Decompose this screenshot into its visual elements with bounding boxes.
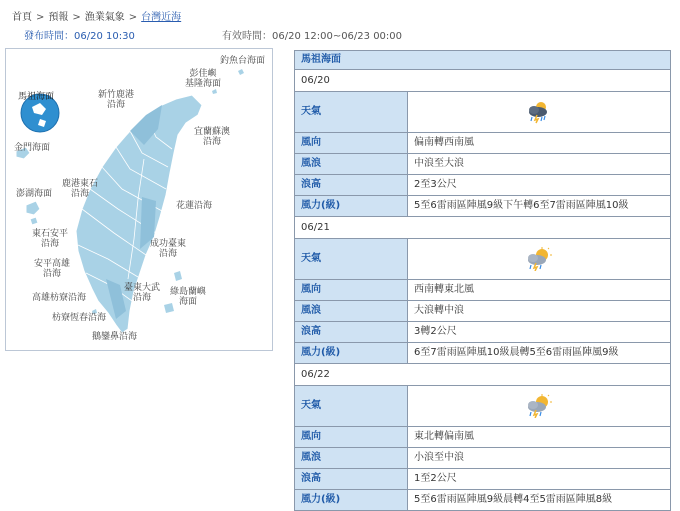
map-label-matsu[interactable]: 馬祖海面 (18, 92, 55, 102)
wave-row: 風浪 大浪轉中浪 (295, 301, 670, 322)
breadcrumb: 首頁 > 預報 > 漁業氣象 > 台灣近海 (12, 12, 182, 23)
wind-direction-row: 風向 西南轉東北風 (295, 280, 670, 301)
issue-time: 發布時間：06/20 10:30 (24, 31, 135, 42)
sea-area-map (5, 48, 273, 351)
map-label-fangliao[interactable]: 枋寮恆春沿海 (52, 313, 107, 323)
map-label-pengjia[interactable]: 彭佳嶼 基隆海面 (185, 69, 222, 89)
map-label-kinmen[interactable]: 金門海面 (14, 143, 51, 153)
map-label-anping[interactable]: 安平高雄 沿海 (34, 259, 71, 279)
forecast-table (294, 50, 671, 511)
map-label-lugang[interactable]: 鹿港東石 沿海 (62, 179, 99, 199)
forecast-date: 06/22 (295, 364, 670, 386)
map-label-hsinchu[interactable]: 新竹鹿港 沿海 (98, 90, 135, 110)
map-label-kaohsiung[interactable]: 高雄枋寮沿海 (32, 293, 87, 303)
wind-force-row: 風力(級) 5至6雷雨區陣風9級下午轉6至7雷雨區陣風10級 (295, 196, 670, 217)
weather-row: 天氣 (295, 92, 670, 133)
breadcrumb-home[interactable]: 首頁 (12, 12, 32, 23)
wave-height-row: 浪高 2至3公尺 (295, 175, 670, 196)
wind-force-row: 風力(級) 5至6雷雨區陣風9級晨轉4至5雷雨區陣風8級 (295, 490, 670, 510)
forecast-date: 06/21 (295, 217, 670, 239)
wave-row: 風浪 中浪至大浪 (295, 154, 670, 175)
weather-row: 天氣 (295, 239, 670, 280)
breadcrumb-fishery[interactable]: 漁業氣象 (84, 12, 125, 23)
green-island[interactable] (174, 271, 182, 281)
map-label-ludao[interactable]: 綠島蘭嶼 海面 (170, 287, 207, 307)
penghu-island[interactable] (26, 201, 40, 215)
wave-height-row: 浪高 3轉2公尺 (295, 322, 670, 343)
valid-time: 有效時間：06/20 12:00~06/23 00:00 (222, 31, 403, 42)
wave-row: 風浪 小浪至中浪 (295, 448, 670, 469)
map-label-diaoyutai[interactable]: 釣魚台海面 (220, 56, 266, 66)
map-label-hualien[interactable]: 花蓮沿海 (176, 201, 213, 211)
breadcrumb-current[interactable]: 台灣近海 (141, 12, 182, 23)
diaoyutai-island[interactable] (238, 69, 244, 75)
forecast-region-title: 馬祖海面 (295, 51, 670, 70)
wave-height-row: 浪高 1至2公尺 (295, 469, 670, 490)
wind-direction-row: 風向 偏南轉西南風 (295, 133, 670, 154)
thunderstorm-cloud-icon (525, 100, 553, 124)
map-label-penghu[interactable]: 澎湖海面 (16, 189, 53, 199)
map-label-yilan[interactable]: 宜蘭蘇澳 沿海 (194, 127, 231, 147)
map-label-taitung[interactable]: 臺東大武 沿海 (124, 283, 161, 303)
sun-thunderstorm-icon (525, 247, 553, 271)
sun-thunderstorm-icon (525, 394, 553, 418)
weather-row: 天氣 (295, 386, 670, 427)
pengjia-island[interactable] (212, 89, 217, 94)
forecast-date: 06/20 (295, 70, 670, 92)
map-label-chenggong[interactable]: 成功臺東 沿海 (150, 239, 187, 259)
map-label-dongshi[interactable]: 東石安平 沿海 (32, 229, 69, 249)
wind-direction-row: 風向 東北轉偏南風 (295, 427, 670, 448)
breadcrumb-forecast[interactable]: 預報 (48, 12, 69, 23)
wind-force-row: 風力(級) 6至7雷雨區陣風10級晨轉5至6雷雨區陣風9級 (295, 343, 670, 364)
map-label-eluanbi[interactable]: 鵝鑾鼻沿海 (92, 332, 138, 342)
